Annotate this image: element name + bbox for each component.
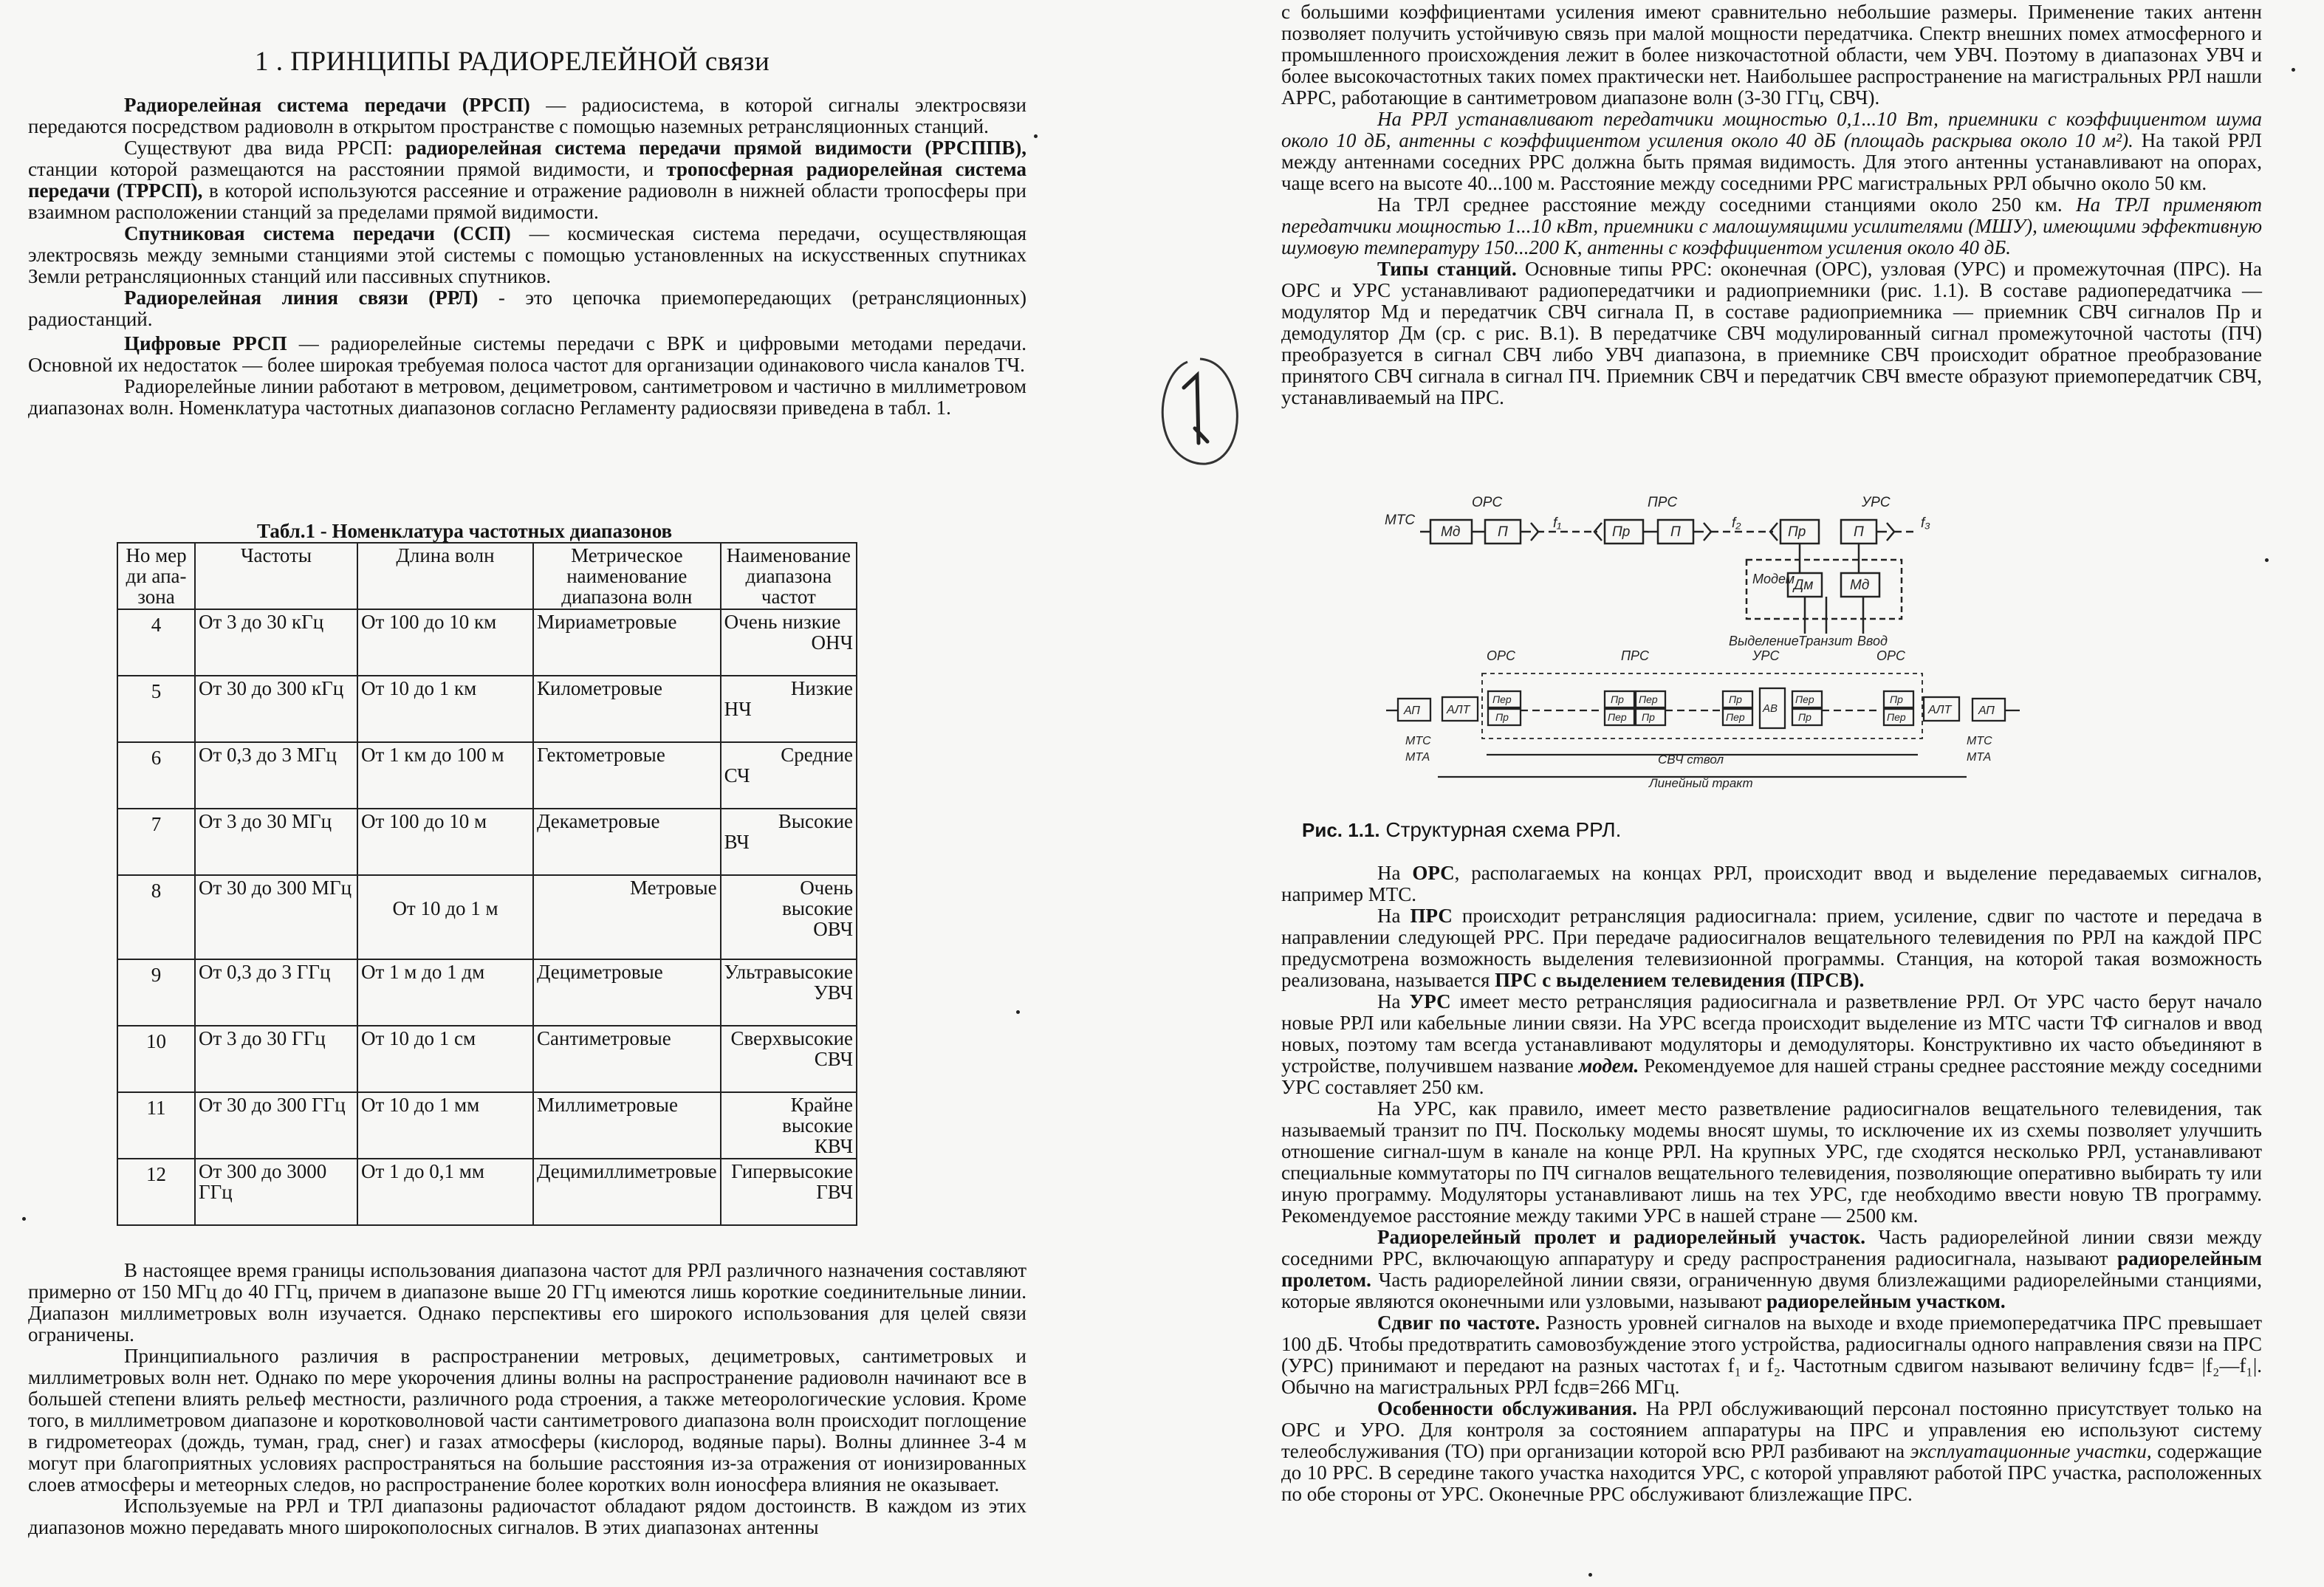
text: содержащие до 10 РРС. В середине такого участка находится УРС, с которой управляют работой ПРС участка, расположенных по обе стороны от УРС. Оконечные РРС обслуживают близлежащие ПРС.: [1281, 1440, 2262, 1505]
band-abbr: КВЧ: [814, 1135, 854, 1157]
cell-wavelength: От 1 м до 1 дм: [357, 959, 533, 1026]
term: УРС: [1409, 990, 1451, 1012]
term: тропосферная радиорелейная система передачи (ТРРСП),: [28, 158, 1026, 202]
ors-label: ОРС: [1876, 648, 1906, 663]
text: станции которой размещаются на расстоянии прямой видимости, и: [28, 158, 667, 180]
text: На такой РРЛ между антеннами соседних РРС должна быть прямая видимость. Для этого антенны устанавливают на опорах, чаще всего на высоте 40...100 м. Расстояние между соседними РРС магистральных РРЛ обычно около 50 км.: [1281, 129, 2262, 194]
term: ПРС: [1410, 905, 1453, 927]
cell-name: [721, 609, 857, 676]
transmitter-label: П: [1854, 524, 1864, 540]
per-label: Пер: [1726, 711, 1745, 723]
table-header-row: [117, 543, 857, 609]
table-row: [117, 742, 857, 809]
text: Рекомендуемое для нашей страны среднее расстояние между соседними УРС составляет 250 км.: [1281, 1055, 2263, 1098]
transit-label: Транзит: [1798, 634, 1853, 648]
cell-frequency: От 3 до 30 ГГц: [195, 1026, 357, 1092]
modem-label: Модем: [1752, 572, 1795, 586]
text: , располагаемых на концах РРЛ, происходит ввод и выделение передаваемых сигналов, например МТС.: [1281, 862, 2262, 905]
alt-label: АЛТ: [1928, 704, 1952, 716]
cell-metric: Мириаметровые: [533, 609, 721, 676]
pr-label: Пр: [1798, 711, 1811, 723]
cell-wavelength: От 1 км до 100 м: [357, 742, 533, 809]
italic-text: На ТРЛ применяют передатчики мощностью 1...10 кВт, приемники с малошумящими усилителями (МШУ), имеющими эффективную шумовую температуру 150...200 К, антенны с коэффициентом усиления около 40 дБ.: [1281, 193, 2262, 258]
term: Особенности обслуживания.: [1377, 1397, 1637, 1419]
ap-label: АП: [1404, 705, 1420, 717]
chapter-title: 1 . ПРИНЦИПЫ РАДИОРЕЛЕЙНОЙ связи: [255, 47, 770, 77]
mts-label: МТС: [1405, 735, 1431, 747]
text: Часть радиорелейной линии связи между соседними РРС, включающую аппаратуру и среду распространения радиосигнала, называют: [1281, 1226, 2262, 1269]
band-abbr: ВЧ: [724, 831, 750, 853]
band-name: Сверхвысокие: [730, 1027, 854, 1049]
f3-label: f₃: [1921, 515, 1930, 531]
paragraph: [28, 333, 1026, 376]
scan-speck: [2265, 558, 2269, 562]
scan-speck: [2292, 68, 2295, 72]
cell-wavelength: От 1 до 0,1 мм: [357, 1159, 533, 1225]
band-abbr: ОВЧ: [813, 918, 854, 940]
band-name: Средние: [781, 744, 854, 766]
transmitter-label: П: [1670, 524, 1681, 540]
cell-number: 4: [117, 609, 195, 676]
urs-label: УРС: [1862, 495, 1891, 510]
text: На ТРЛ среднее расстояние между соседними станциями около 250 км.: [1377, 193, 2077, 216]
cell-metric: Децимиллиметровые: [533, 1159, 721, 1225]
cell-metric: Миллиметровые: [533, 1092, 721, 1159]
term: ОРС: [1412, 862, 1455, 884]
mta-label: МТА: [1405, 751, 1430, 764]
paragraph: Используемые на РРЛ и ТРЛ диапазоны радиочастот обладают рядом достоинств. В каждом из этих диапазонов можно передавать много широкополосных сигналов. В этих диапазонах антенны: [28, 1495, 1026, 1538]
paragraph: [1281, 991, 2262, 1098]
band-name: Высокие: [778, 810, 854, 832]
pr-label: Пр: [1729, 693, 1742, 705]
stations-text: [1281, 863, 2262, 1505]
paragraph: с большими коэффициентами усиления имеют сравнительно небольшие размеры. Применение таких антенн позволяет получить устойчивую связь при малой мощности передатчика. Спектр внешних помех атмосферного и промышленного происхождения лежит в более низкочастотной области, чем УВЧ. Поэтому в диапазонах УВЧ и более высокочастотных таких помех практически нет. Наибольшее распространение на магистральных РРЛ нашли АРРС, работающие в сантиметровом диапазоне волн (3-30 ГГц, СВЧ).: [1281, 1, 2262, 109]
cell-frequency: От 0,3 до 3 ГГц: [195, 959, 357, 1026]
text: Основные типы РРС: оконечная (ОРС), узловая (УРС) и промежуточная (ПРС). На ОРС и УРС устанавливают радиопередатчики и радиоприемники (рис. 1.1). В составе радиопередатчика —модулятор Мд и передатчик СВЧ сигнала П, в составе радиоприемника — приемник СВЧ сигналов Пр и демодулятор Дм (ср. с рис. В.1). В передатчике СВЧ модулированный сигнал промежуточной частоты (ПЧ) преобразуется в сигнал СВЧ либо УВЧ диапазона, в приемнике СВЧ происходит обратное преобразование принятого СВЧ сигнала в сигнал ПЧ. Приемник СВЧ и передатчик СВЧ вместе образуют приемопередатчик СВЧ, устанавливаемый на ПРС.: [1281, 258, 2262, 408]
cell-wavelength: От 100 до 10 м: [357, 809, 533, 875]
paragraph: [1281, 258, 2262, 408]
text: На: [1377, 990, 1410, 1012]
mts-label: МТС: [1385, 513, 1416, 528]
text: происходит ретрансляция радиосигнала: прием, усиление, сдвиг по частоте и передача в направлении следующей РРС. При передаче радиосигналов вещательного телевидения по РРЛ на каждой ПРС предусмотрена возможность выделения телевизионной программы. Станция, на которой такая возможность реализована, называется: [1281, 905, 2262, 991]
paragraph: В настоящее время границы использования диапазона частот для РРЛ различного назначения составляют примерно от 150 МГц до 40 ГГц, причем в диапазоне выше 20 ГГц имеются лишь короткие соединительные линии. Диапазон миллиметровых волн изучается. Однако перспективы его широкого использования для целей связи ограничены.: [28, 1259, 1026, 1346]
col-metric-header: Метрическое наименование диапазона волн: [533, 543, 721, 609]
table-row: [117, 875, 857, 959]
term: ПРС с выделением телевидения (ПРСВ).: [1495, 969, 1865, 991]
cell-metric: Сантиметровые: [533, 1026, 721, 1092]
pr-label: Пр: [1890, 693, 1903, 705]
per-label: Пер: [1795, 693, 1814, 705]
block-diagram-figure: [1383, 489, 2048, 806]
italic-text: эксплуатационные участки,: [1910, 1440, 2152, 1462]
per-label: Пер: [1608, 711, 1627, 723]
term: радиорелейным участком.: [1766, 1290, 2006, 1312]
cell-number: 7: [117, 809, 195, 875]
text: На РРЛ обслуживающий персонал постоянно присутствует только на ОРС и УРО. Для контроля за состоянием аппаратуры на ПРС и управления ею используют систему телеобслуживания (ТО) при организации которой всю РРЛ разбивают на: [1281, 1397, 2262, 1462]
cell-name: [721, 809, 857, 875]
scan-speck: [1016, 1010, 1020, 1014]
cell-metric: Метровые: [533, 875, 721, 959]
scan-speck: [1034, 134, 1038, 138]
paragraph: Радиорелейные линии работают в метровом, дециметровом, сантиметровом и частично в миллиметровом диапазонах волн. Номенклатура частотных диапазонов согласно Регламенту радиосвязи приведена в табл. 1.: [28, 375, 1026, 419]
term: Цифровые РРСП: [124, 332, 287, 354]
cell-frequency: От 3 до 30 кГц: [195, 609, 357, 676]
band-name: Низкие: [790, 677, 854, 699]
text: Существуют два вида РРСП:: [124, 137, 406, 159]
text: На: [1377, 862, 1413, 884]
scan-speck: [22, 1217, 26, 1221]
table-row: [117, 1026, 857, 1092]
band-abbr: ОНЧ: [811, 631, 854, 654]
paragraph: Принципиального различия в распространении метровых, дециметровых, сантиметровых и миллиметровых волн нет. Однако по мере укорочения длины волны на распространение радиоволн начинают все в большей степени влиять рельеф местности, различного рода строения, а также метеорологические условия. Кроме того, в миллиметровом диапазоне и коротковолновой части сантиметрового диапазона волн происходит поглощение в гидрометеорах (дождь, туман, град, снег) и газах атмосферы (кислород, водяные пары). Волны длиннее 3-4 м могут при благоприятных условиях распространяться на большие расстояния из-за отражения от ионизированных слоев атмосферы и метеорных следов, но распространение более коротких волн ионосфера влияния не оказывает.: [28, 1345, 1026, 1495]
station-chain-diagram: [1385, 495, 1930, 648]
receiver-label: Пр: [1788, 524, 1806, 540]
closing-text: [28, 1260, 1026, 1538]
table-row: [117, 1092, 857, 1159]
cell-frequency: От 30 до 300 МГц: [195, 875, 357, 959]
band-abbr: СВЧ: [814, 1048, 854, 1070]
paragraph: [1281, 863, 2262, 905]
cell-wavelength: От 10 до 1 м: [357, 875, 533, 959]
text: - это цепочка приемопередающих (ретрансляционных) радиостанций.: [28, 287, 1027, 330]
term: Радиорелейный пролет и радиорелейный участок.: [1377, 1226, 1865, 1248]
cell-metric: Километровые: [533, 676, 721, 742]
table-row: [117, 1159, 857, 1225]
cell-wavelength: От 10 до 1 см: [357, 1026, 533, 1092]
per-label: Пер: [1492, 693, 1512, 705]
term: радиорелейная система передачи прямой видимости (РРСППВ),: [405, 137, 1026, 159]
urs-label: УРС: [1752, 648, 1780, 663]
cell-name: [721, 1159, 857, 1225]
text: Разность уровней сигналов на выходе и входе приемопередатчика ПРС превышает 100 дБ. Чтобы предотвратить самовозбуждение этого устройства, радиосигналы одного направления связи на ПРС (УРС) принимают и передают на разных частотах f₁ и f₂. Частотным сдвигом называют величину fсдв= |f₂—f₁|. Обычно на магистральных РРЛ fсдв=266 МГц.: [1281, 1312, 2262, 1398]
term: радиорелейным пролетом.: [1281, 1247, 2262, 1291]
text: — радиорелейные системы передачи с ВРК и цифровыми методами передачи. Основной их недостаток — более широкая требуемая полоса частот для организации одинакового числа каналов ТЧ.: [28, 332, 1027, 376]
band-abbr: УВЧ: [813, 981, 854, 1004]
cell-number: 8: [117, 875, 195, 959]
text: — космическая система передачи, осуществляющая электросвязь между земными станциями этой системы с помощью установленных на искусственных спутниках Земли ретрансляционных станций или пассивных спутников.: [28, 222, 1026, 287]
cell-frequency: От 30 до 300 ГГц: [195, 1092, 357, 1159]
alt-label: АЛТ: [1447, 704, 1470, 716]
paragraph: [1281, 1398, 2262, 1505]
mta-label: МТА: [1967, 751, 1992, 764]
cell-number: 9: [117, 959, 195, 1026]
cell-name: [721, 1026, 857, 1092]
per-label: Пер: [1887, 711, 1906, 723]
band-abbr: НЧ: [724, 698, 752, 720]
prs-label: ПРС: [1648, 495, 1678, 510]
paragraph: [1281, 194, 2262, 258]
pr-label: Пр: [1642, 711, 1655, 723]
paragraph: [1281, 109, 2262, 194]
cell-frequency: От 300 до 3000 ГГц: [195, 1159, 357, 1225]
text: — радиосистема, в которой сигналы электросвязи передаются посредством радиоволн в открытом пространстве с помощью наземных ретрансляционных станций.: [28, 94, 1026, 137]
table-row: [117, 809, 857, 875]
cell-name: [721, 676, 857, 742]
paragraph: [1281, 905, 2262, 991]
pr-label: Пр: [1495, 711, 1509, 723]
band-name: Ультравысокие: [724, 961, 854, 983]
term: Типы станций.: [1377, 258, 1517, 280]
cell-metric: Гектометровые: [533, 742, 721, 809]
cell-metric: Декаметровые: [533, 809, 721, 875]
col-name-header: Наименование диапазона частот: [721, 543, 857, 609]
band-name: Гипервысокие: [731, 1160, 854, 1182]
cell-wavelength: От 100 до 10 км: [357, 609, 533, 676]
demodulator-label: Дм: [1794, 577, 1814, 593]
cell-number: 10: [117, 1026, 195, 1092]
antenna-text: [1281, 1, 2262, 408]
term: Сдвиг по частоте.: [1377, 1312, 1540, 1334]
microwave-trunk-label: СВЧ ствол: [1658, 753, 1724, 767]
mts-label: МТС: [1967, 735, 1992, 747]
text: в которой используются рассеяние и отражение радиоволн в нижней области тропосферы при взаимном расположении станций за пределами прямой видимости.: [28, 179, 1026, 223]
paragraph: На УРС, как правило, имеет место разветвление радиосигналов вещательного телевидения, так называемый транзит по ПЧ. Поскольку модемы вносят шумы, то исключение их из схемы позволяет улучшить отношение сигнал-шум в канале на конце РРЛ. На крупных УРС, где сходятся несколько РРЛ, устанавливают специальные коммутаторы по ПЧ сигналов вещательного телевидения, позволяющие оперативно выбирать ту или иную программу. Модуляторы устанавливают лишь на тех УРС, где необходимо ввести новую ТВ программу. Рекомендуемое расстояние между такими УРС в нашей стране — 2500 км.: [1281, 1097, 2262, 1227]
term: Радиорелейная линия связи (РРЛ): [124, 287, 479, 309]
input-label: Ввод: [1857, 634, 1888, 648]
cell-number: 5: [117, 676, 195, 742]
cell-frequency: От 0,3 до 3 МГц: [195, 742, 357, 809]
transmitter-label: П: [1498, 524, 1508, 540]
figure-number: Рис. 1.1.: [1302, 819, 1380, 841]
cell-name: [721, 742, 857, 809]
col-number-header: Но мер ди апа- зона: [117, 543, 195, 609]
table-title: Табл.1 - Номенклатура частотных диапазонов: [257, 520, 673, 542]
line-path-label: Линейный тракт: [1649, 776, 1753, 790]
cell-metric: Дециметровые: [533, 959, 721, 1026]
scan-speck: [1588, 1573, 1592, 1577]
paragraph: [1281, 1312, 2262, 1398]
cell-frequency: От 3 до 30 МГц: [195, 809, 357, 875]
ap-label: АП: [1978, 705, 1995, 717]
paragraph: [28, 137, 1026, 223]
modulator-label: Мд: [1441, 524, 1461, 540]
per-label: Пер: [1639, 693, 1658, 705]
modulator-label: Мд: [1850, 577, 1870, 593]
cell-name: [721, 1092, 857, 1159]
intro-text: [28, 95, 1026, 419]
ors-label: ОРС: [1472, 495, 1503, 510]
band-abbr: ГВЧ: [816, 1181, 854, 1203]
paragraph: [28, 95, 1026, 137]
table-row: [117, 676, 857, 742]
text: На: [1377, 905, 1410, 927]
paragraph: [28, 223, 1026, 287]
cell-wavelength: От 10 до 1 км: [357, 676, 533, 742]
term: Радиорелейная система передачи (РРСП): [124, 94, 530, 116]
paragraph: [28, 287, 1026, 330]
pr-label: Пр: [1611, 693, 1624, 705]
text: Часть радиорелейной линии связи, ограниченную двумя близлежащими радиорелейными станциями, которые являются оконечными или узловыми, называют: [1281, 1269, 2262, 1312]
right-page: [1162, 0, 2324, 1587]
frequency-table: [117, 542, 857, 1226]
band-abbr: СЧ: [724, 764, 750, 786]
line-path-diagram: [1386, 648, 2020, 790]
col-wavelength-header: Длина волн: [357, 543, 533, 609]
figure-caption-text: Структурная схема РРЛ.: [1379, 818, 1622, 841]
cell-frequency: От 30 до 300 кГц: [195, 676, 357, 742]
band-name: Очень низкие: [724, 611, 841, 633]
ors-label: ОРС: [1487, 648, 1516, 663]
text: имеет место ретрансляция радиосигнала и разветвление РРЛ. От УРС часто берут начало новые РРЛ или кабельные линии связи. На УРС всегда происходит выделение из МТС части ТФ сигналов и ввод новых, поэтому там всегда устанавливают модуляторы и демодуляторы. Конструктивно их часто объединяют в устройстве, получившем название: [1281, 990, 2263, 1077]
av-label: АВ: [1763, 702, 1778, 715]
cell-number: 12: [117, 1159, 195, 1225]
cell-number: 6: [117, 742, 195, 809]
f2-label: f₂: [1732, 515, 1741, 531]
table-row: [117, 959, 857, 1026]
cell-number: 11: [117, 1092, 195, 1159]
f1-label: f₁: [1553, 515, 1562, 531]
prs-label: ПРС: [1621, 648, 1650, 663]
table-row: [117, 609, 857, 676]
cell-wavelength: От 10 до 1 мм: [357, 1092, 533, 1159]
receiver-label: Пр: [1612, 524, 1631, 540]
cell-name: [721, 959, 857, 1026]
extraction-label: Выделение: [1729, 634, 1799, 648]
band-name: Очень высокие: [782, 877, 854, 919]
term: Спутниковая система передачи (ССП): [124, 222, 511, 244]
figure-caption: [1302, 818, 1621, 843]
term: модем.: [1578, 1055, 1639, 1077]
band-name: Крайне высокие: [782, 1094, 854, 1137]
paragraph: [1281, 1227, 2262, 1312]
col-frequency-header: Частоты: [195, 543, 357, 609]
cell-name: [721, 875, 857, 959]
italic-text: На РРЛ устанавливают передатчики мощностью 0,1...10 Вт, приемники с коэффициентом шума около 10 дБ, антенны с коэффициентом усиления около 40 дБ (площадь раскрыва около 10 м²).: [1281, 108, 2262, 151]
